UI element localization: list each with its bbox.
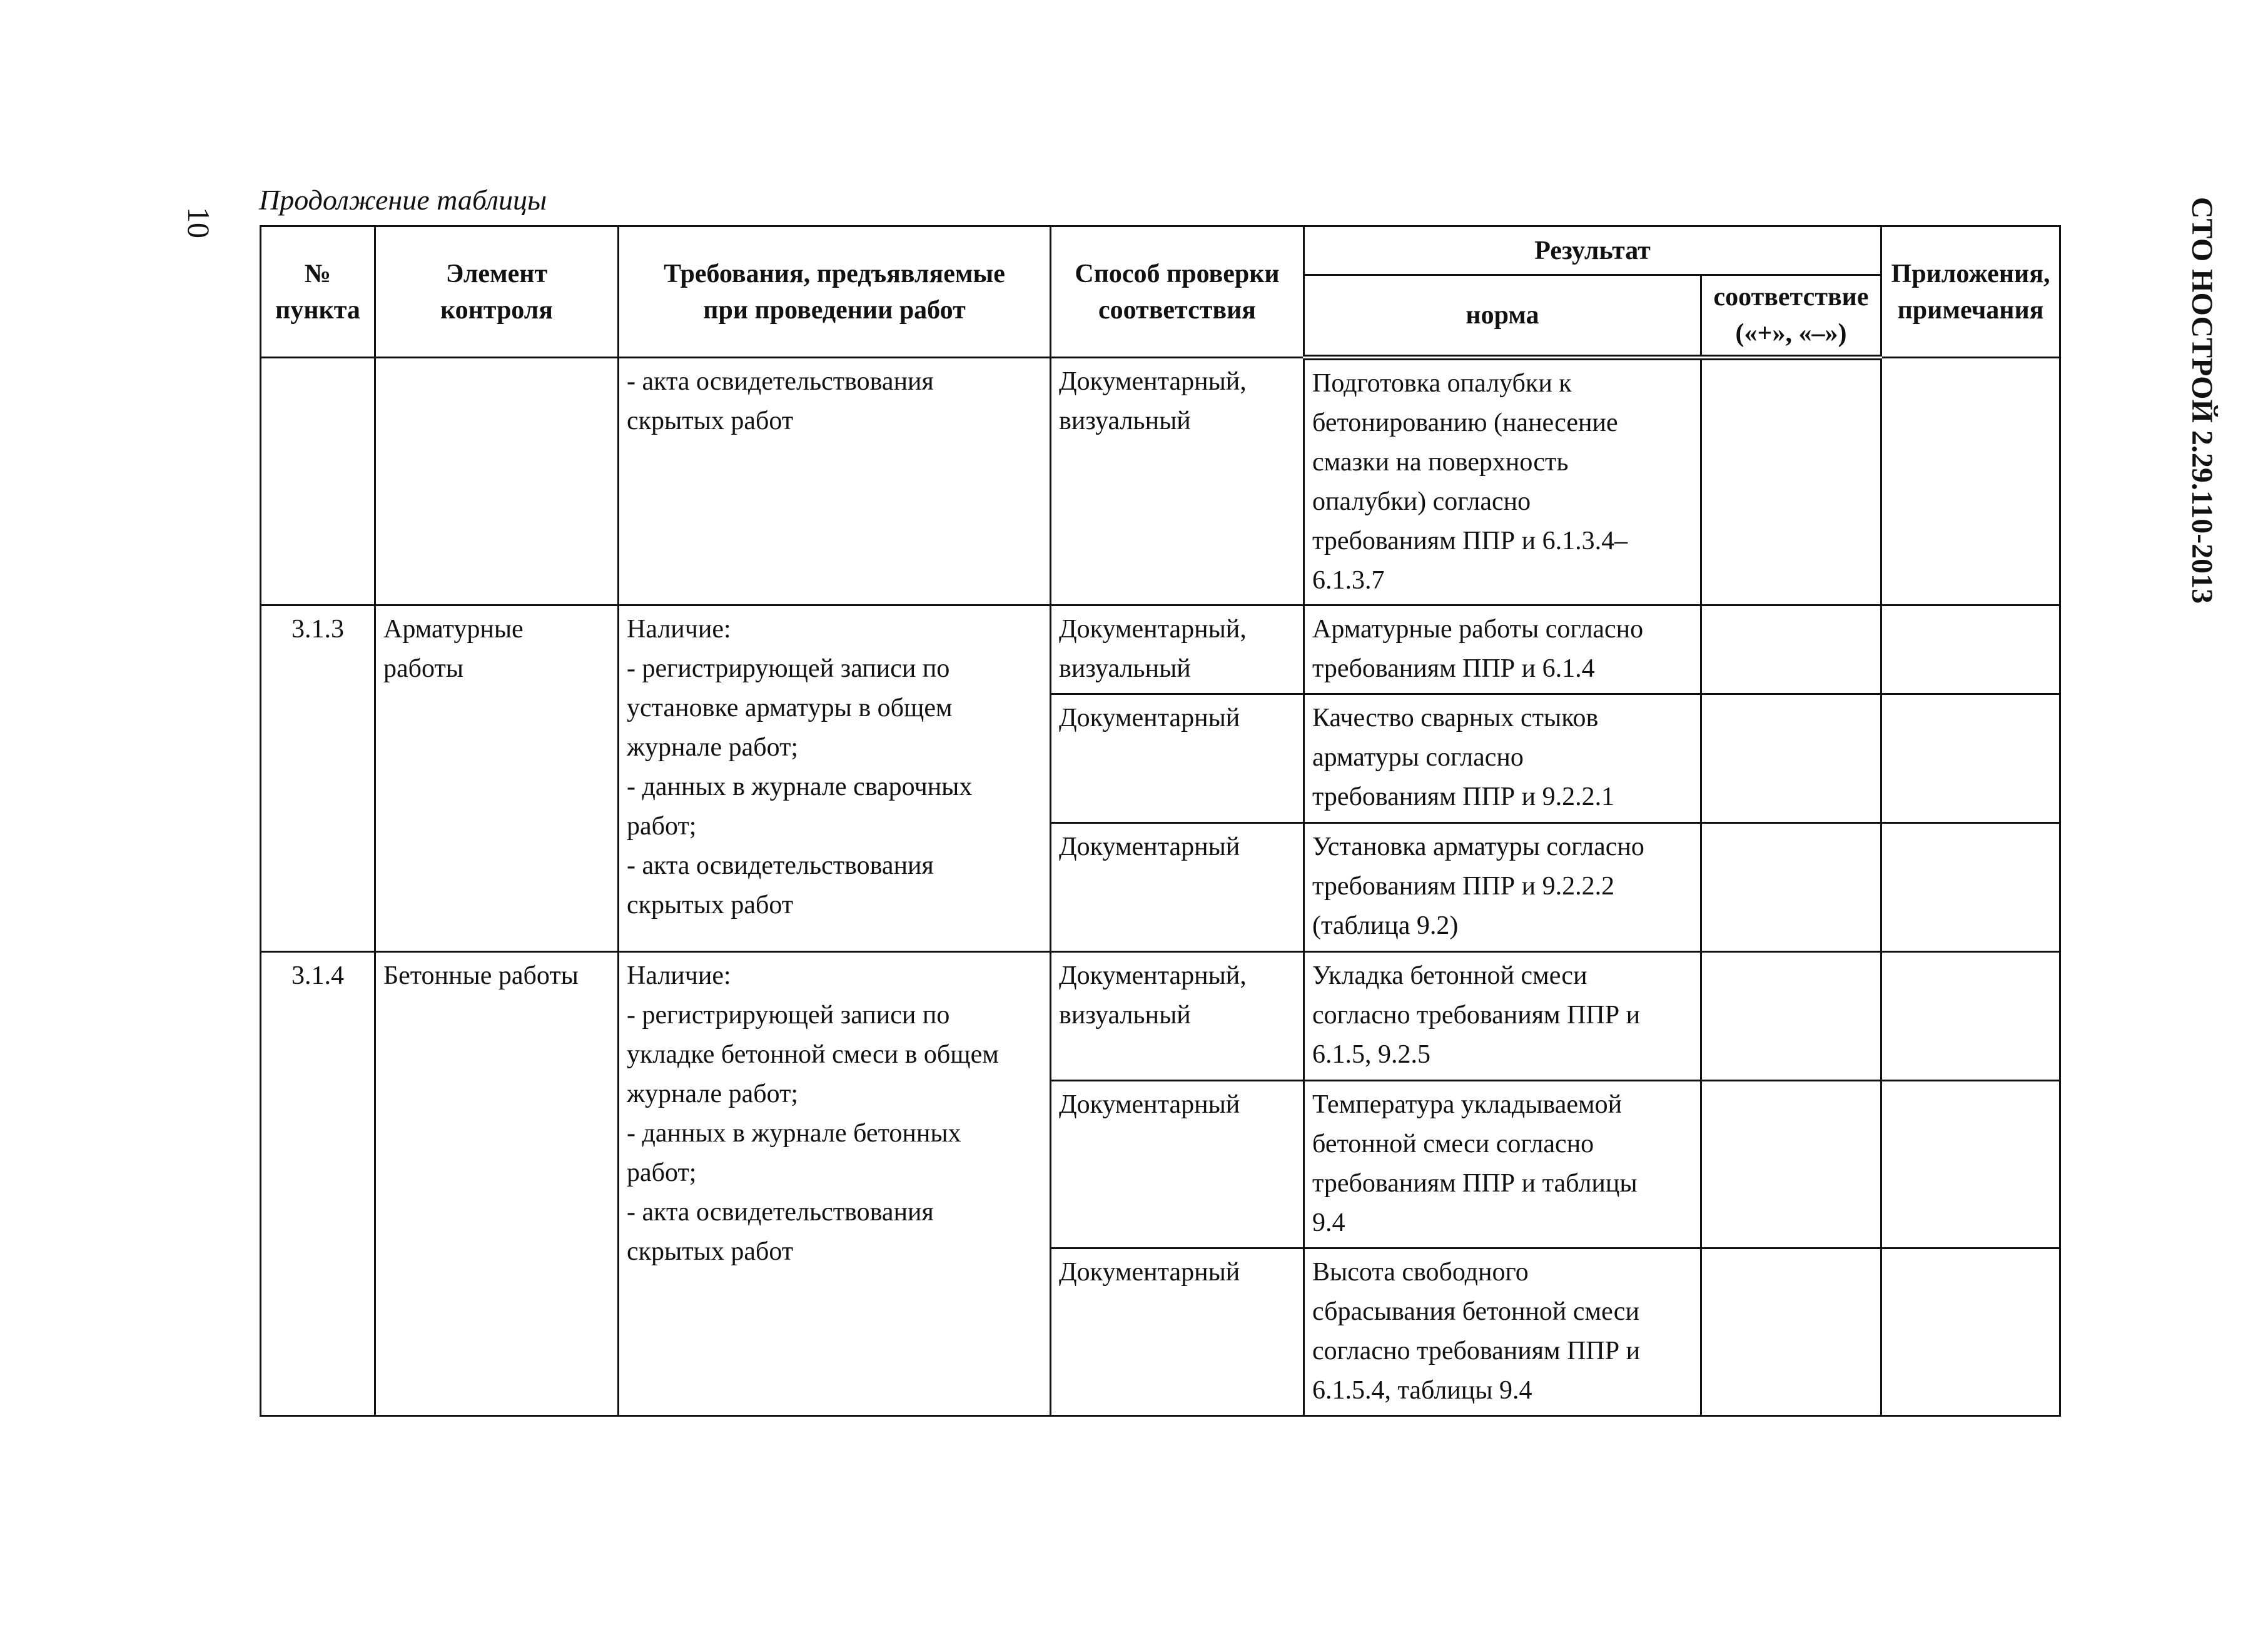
row1-check3-norm: Установка арматуры согласно требованиям ППР и 9.2.2.2 (таблица 9.2) <box>1304 823 1701 952</box>
row0-num <box>261 358 375 605</box>
row2-check3-norm: Высота свободного сбрасывания бетонной смеси согласно требованиям ППР и 6.1.5.4, таблицы 9.4 <box>1304 1248 1701 1416</box>
row2-check3-notes <box>1881 1248 2060 1416</box>
row0-element <box>375 358 619 605</box>
table-caption: Продолжение таблицы <box>259 184 547 216</box>
row2-check2-notes <box>1881 1081 2060 1248</box>
row2-num: 3.1.4 <box>261 952 375 1416</box>
header-method: Способ проверки соответствия <box>1051 226 1304 358</box>
row2-check1-method: Документарный, визуальный <box>1051 952 1304 1081</box>
row1-check3-notes <box>1881 823 2060 952</box>
row2-check3-conformity <box>1701 1248 1881 1416</box>
table-row <box>261 358 2060 605</box>
row1-requirements: Наличие: - регистрирующей записи по установке арматуры в общем журнале работ; - данных в журнале сварочных работ; - акта освидетельствования скрытых работ <box>619 605 1051 952</box>
row0-method: Документарный, визуальный <box>1051 358 1304 605</box>
inspection-table <box>260 225 2061 1417</box>
row0-notes <box>1881 358 2060 605</box>
row1-check3-method: Документарный <box>1051 823 1304 952</box>
document-code: СТО НОСТРОЙ 2.29.110-2013 <box>2185 196 2219 604</box>
row1-check1-method: Документарный, визуальный <box>1051 605 1304 694</box>
row2-check1-norm: Укладка бетонной смеси согласно требованиям ППР и 6.1.5, 9.2.5 <box>1304 952 1701 1081</box>
row0-norm: Подготовка опалубки к бетонированию (нанесение смазки на поверхность опалубки) согласно требованиям ППР и 6.1.3.4– 6.1.3.7 <box>1304 358 1701 605</box>
row2-check1-conformity <box>1701 952 1881 1081</box>
table-row <box>261 952 2060 1081</box>
row1-num: 3.1.3 <box>261 605 375 952</box>
header-conformity: соответствие («+», «–») <box>1701 275 1881 358</box>
row0-conformity <box>1701 358 1881 605</box>
row2-requirements: Наличие: - регистрирующей записи по укладке бетонной смеси в общем журнале работ; - данных в журнале бетонных работ; - акта освидетельствования скрытых работ <box>619 952 1051 1416</box>
row1-check2-conformity <box>1701 694 1881 823</box>
row2-check2-norm: Температура укладываемой бетонной смеси согласно требованиям ППР и таблицы 9.4 <box>1304 1081 1701 1248</box>
page-number: 10 <box>181 207 216 238</box>
row1-check2-method: Документарный <box>1051 694 1304 823</box>
header-norm: норма <box>1304 275 1701 358</box>
row1-check1-notes <box>1881 605 2060 694</box>
row1-check3-conformity <box>1701 823 1881 952</box>
header-notes: Приложения, примечания <box>1881 226 2060 358</box>
header-requirements: Требования, предъявляемые при проведении работ <box>619 226 1051 358</box>
row1-check2-notes <box>1881 694 2060 823</box>
header-element: Элемент контроля <box>375 226 619 358</box>
row1-check2-norm: Качество сварных стыков арматуры согласно требованиям ППР и 9.2.2.1 <box>1304 694 1701 823</box>
header-num: № пункта <box>261 226 375 358</box>
row2-check2-conformity <box>1701 1081 1881 1248</box>
row2-check1-notes <box>1881 952 2060 1081</box>
row2-check2-method: Документарный <box>1051 1081 1304 1248</box>
header-result: Результат <box>1304 226 1881 275</box>
row1-check1-norm: Арматурные работы согласно требованиям ППР и 6.1.4 <box>1304 605 1701 694</box>
row1-element: Арматурные работы <box>375 605 619 952</box>
table-row <box>261 605 2060 694</box>
row2-check3-method: Документарный <box>1051 1248 1304 1416</box>
row0-requirements: - акта освидетельствования скрытых работ <box>619 358 1051 605</box>
row1-check1-conformity <box>1701 605 1881 694</box>
row2-element: Бетонные работы <box>375 952 619 1416</box>
